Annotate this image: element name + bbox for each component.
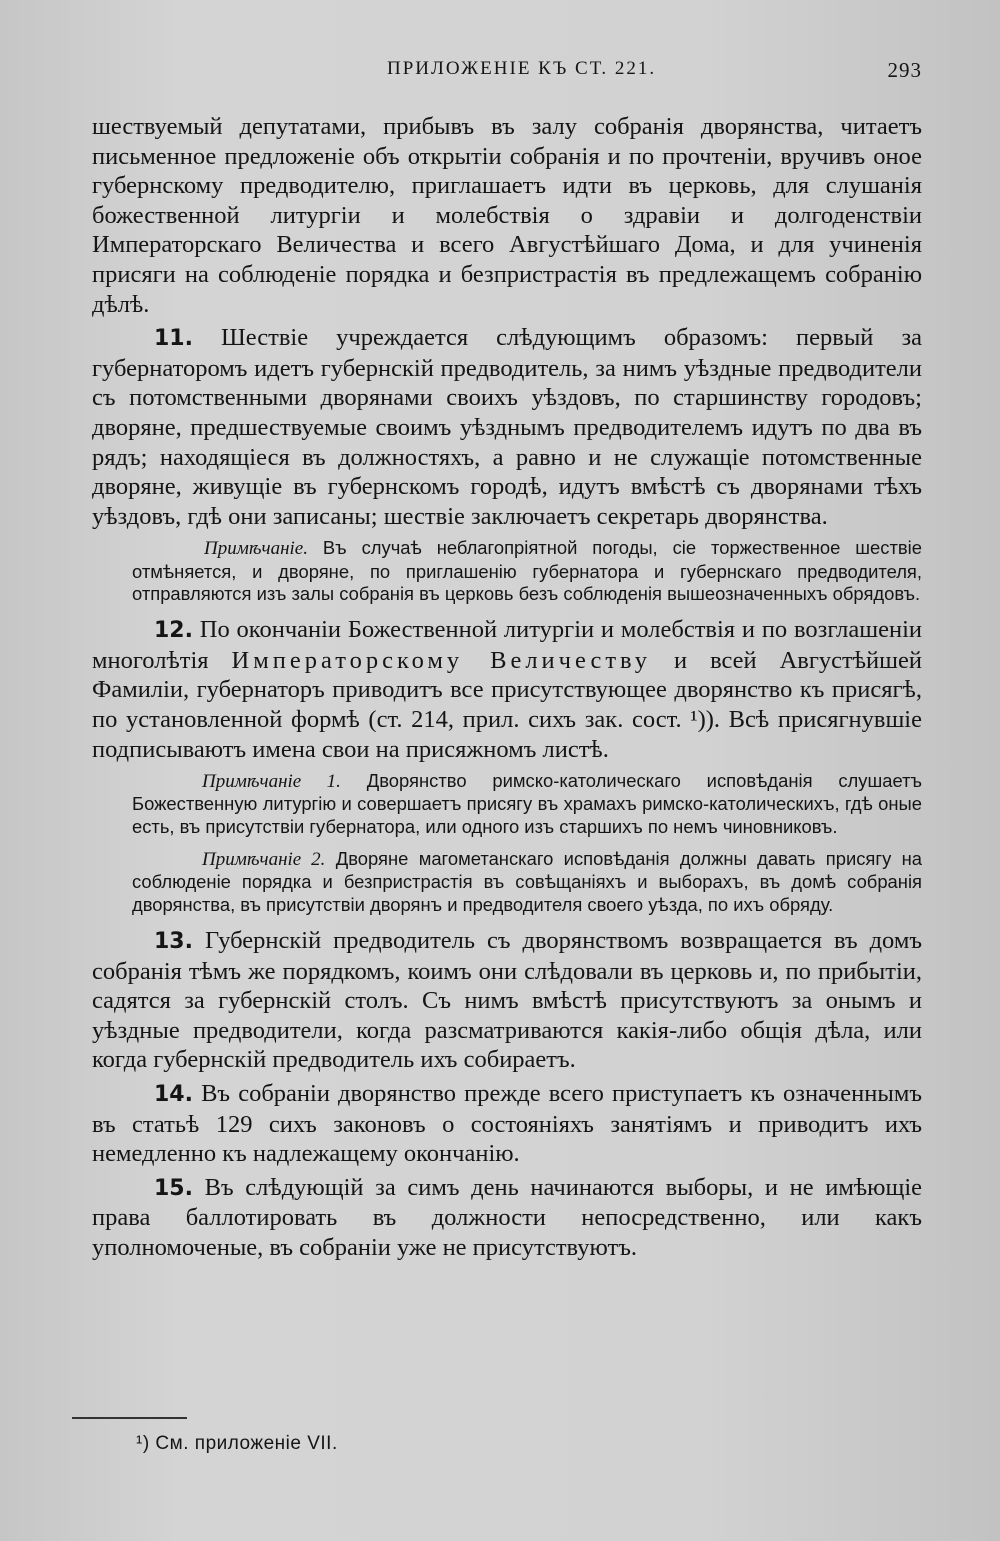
paragraph-13 [92,926,922,1075]
article-number: 14. [154,1081,193,1107]
note-text: Въ случаѣ неблагопріятной погоды, сіе торжественное шествіе отмѣняется, и дворяне, по приглашенію губернатора и губернскаго предводителя, отправляются изъ залы собранія въ церковь безъ соблюденія вышеозначенныхъ обрядовъ. [132,537,922,604]
header-title: ПРИЛОЖЕНІЕ КЪ СТ. 221. [387,58,657,79]
note-label: Примѣчаніе 2. [202,849,326,871]
note-text: Дворянство римско-католическаго исповѣданія слушаетъ Божественную литургію и совершаетъ присягу въ храмахъ римско-католическихъ, гдѣ оные есть, въ присутствіи губернатора, или одного изъ старшихъ по немъ чиновниковъ. [132,770,922,837]
note-label: Примѣчаніе. [204,538,308,560]
article-number: 11. [154,326,193,352]
article-number: 15. [154,1175,193,1201]
emphasized-title: Императорскому Величеству [231,646,652,674]
paragraph-text: Въ слѣдующій за симъ день начинаются выборы, и не имѣющіе права баллотировать въ должности непосредственно, или какъ уполномоченые, въ собраніи уже не присутствуютъ. [92,1173,922,1261]
note-text: Дворяне магометанскаго исповѣданія должны давать присягу на соблюденіе порядка и безпристрастія въ совѣщаніяхъ и выборахъ, въ домѣ собранія дворянства, въ присутствіи дворянъ и предводителя своего уѣзда, по ихъ обряду. [132,848,922,915]
paragraph-14 [92,1079,922,1169]
note-12-1 [132,770,922,838]
paragraph-text: шествуемый депутатами, прибывъ въ залу собранія дворянства, читаетъ письменное предложеніе объ открытіи собранія и по прочтеніи, вручивъ оное губернскому предводителю, приглашаетъ идти въ церковь, для слушанія божественной литургіи и молебствія о здравіи и долгоденствіи Императорскаго Величества и всего Августѣйшаго Дома, и для учиненія присяги на соблюденіе порядка и безпристрастія въ предлежащемъ собранію дѣлѣ. [92,113,922,318]
paragraph-text: Въ собраніи дворянство прежде всего приступаетъ къ означеннымъ въ статьѣ 129 сихъ законовъ о состояніяхъ занятіямъ и приводитъ ихъ немедленно къ надлежащему окончанію. [92,1079,922,1168]
paragraph-12 [92,615,922,764]
note-11 [132,537,922,605]
paragraph-continued [92,112,922,319]
note-12-2 [132,848,922,916]
paragraph-11 [92,323,922,531]
page-number: 293 [887,58,922,82]
footnote: ¹) См. приложеніе VII. [136,1433,338,1454]
article-number: 13. [154,928,193,954]
paragraph-text: Шествіе учреждается слѣдующимъ образомъ: первый за губернаторомъ идетъ губернскій предводитель, за нимъ уѣздные предводители съ потомственными дворянами своихъ уѣздовъ, по старшинству городовъ; дворяне, предшествуемые своимъ уѣзднымъ предводителемъ идутъ по два въ рядъ; находящіеся въ должностяхъ, а равно и не служащіе потомственные дворяне, живущіе въ губернскомъ городѣ, идутъ вмѣстѣ съ дворянами тѣхъ уѣздовъ, гдѣ они записаны; шествіе заключаетъ секретарь дворянства. [92,324,922,530]
running-header [92,58,922,88]
note-label: Примѣчаніе 1. [202,771,341,793]
article-number: 12. [154,618,193,644]
page-body [92,112,922,1266]
paragraph-text-continued: и всей Августѣйшей Фамиліи, губернаторъ приводитъ все присутствующее дворянство къ присягѣ, по установленной формѣ (ст. 214, прил. сихъ зак. сост. ¹)). Всѣ присягнувшіе подписываютъ имена свои на присяжномъ листѣ. [92,646,923,763]
paragraph-15 [92,1173,922,1263]
footnote-rule [72,1417,187,1419]
paragraph-text: Губернскій предводитель съ дворянствомъ возвращается въ домъ собранія тѣмъ же порядкомъ, коимъ они слѣдовали въ церковь и, по прибытіи, садятся за губернскій столъ. Съ нимъ вмѣстѣ присутствуютъ за онымъ и уѣздные предводители, когда разсматриваются какія-либо общія дѣла, или когда губернскій предводитель ихъ собираетъ. [92,926,923,1074]
paragraph-text: По окончаніи Божественной литургіи и молебствія и по возглашеніи многолѣтія [92,616,922,674]
